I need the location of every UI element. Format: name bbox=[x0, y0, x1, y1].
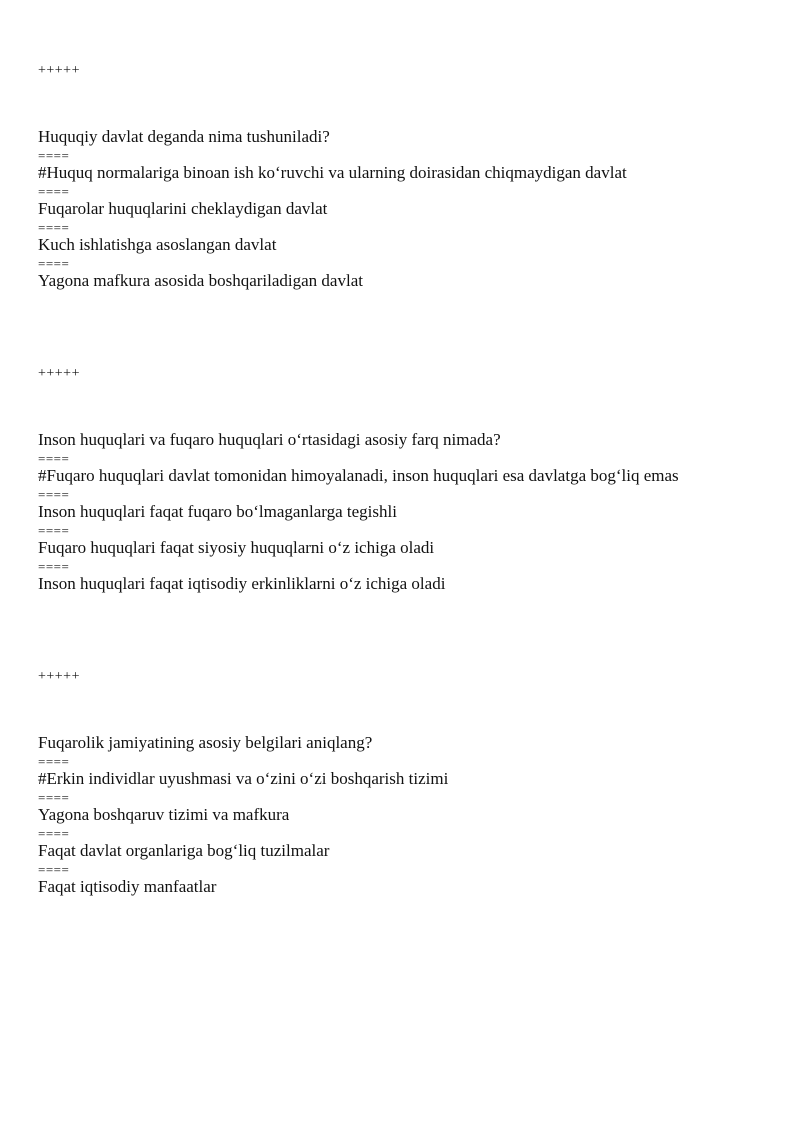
question-block-3 bbox=[38, 733, 768, 897]
question-block-1 bbox=[38, 127, 768, 291]
option-separator: ==== bbox=[38, 523, 70, 538]
question-separator bbox=[38, 63, 768, 79]
option-separator: ==== bbox=[38, 451, 70, 466]
question-separator bbox=[38, 366, 768, 382]
question-block-2 bbox=[38, 430, 768, 594]
option-separator: ==== bbox=[38, 184, 70, 199]
question-text: Inson huquqlari va fuqaro huquqlari oʻrtasidagi asosiy farq nimada? bbox=[38, 430, 501, 449]
option-separator: ==== bbox=[38, 862, 70, 877]
option-correct: #Huquq normalariga binoan ish koʻruvchi va ularning doirasidan chiqmaydigan davlat bbox=[38, 163, 627, 182]
option-separator: ==== bbox=[38, 559, 70, 574]
option: Kuch ishlatishga asoslangan davlat bbox=[38, 235, 277, 254]
option: Fuqaro huquqlari faqat siyosiy huquqlarni oʻz ichiga oladi bbox=[38, 538, 435, 557]
option: Inson huquqlari faqat fuqaro boʻlmaganlarga tegishli bbox=[38, 502, 397, 521]
option: Fuqarolar huquqlarini cheklaydigan davlat bbox=[38, 199, 328, 218]
plus-separator: +++++ bbox=[38, 366, 80, 381]
plus-separator: +++++ bbox=[38, 669, 80, 684]
plus-separator: +++++ bbox=[38, 63, 80, 78]
question-text: Huquqiy davlat deganda nima tushuniladi? bbox=[38, 127, 330, 146]
option-separator: ==== bbox=[38, 826, 70, 841]
option: Yagona mafkura asosida boshqariladigan davlat bbox=[38, 271, 363, 290]
option-separator: ==== bbox=[38, 148, 70, 163]
option-separator: ==== bbox=[38, 487, 70, 502]
question-text: Fuqarolik jamiyatining asosiy belgilari aniqlang? bbox=[38, 733, 373, 752]
option-separator: ==== bbox=[38, 754, 70, 769]
option-separator: ==== bbox=[38, 220, 70, 235]
option-correct: #Fuqaro huquqlari davlat tomonidan himoyalanadi, inson huquqlari esa davlatga bogʻliq emas bbox=[38, 466, 679, 485]
option-correct: #Erkin individlar uyushmasi va oʻzini oʻzi boshqarish tizimi bbox=[38, 769, 449, 788]
option: Faqat iqtisodiy manfaatlar bbox=[38, 877, 217, 896]
option: Faqat davlat organlariga bogʻliq tuzilmalar bbox=[38, 841, 330, 860]
option: Yagona boshqaruv tizimi va mafkura bbox=[38, 805, 290, 824]
option: Inson huquqlari faqat iqtisodiy erkinliklarni oʻz ichiga oladi bbox=[38, 574, 446, 593]
question-separator bbox=[38, 669, 768, 685]
option-separator: ==== bbox=[38, 256, 70, 271]
option-separator: ==== bbox=[38, 790, 70, 805]
